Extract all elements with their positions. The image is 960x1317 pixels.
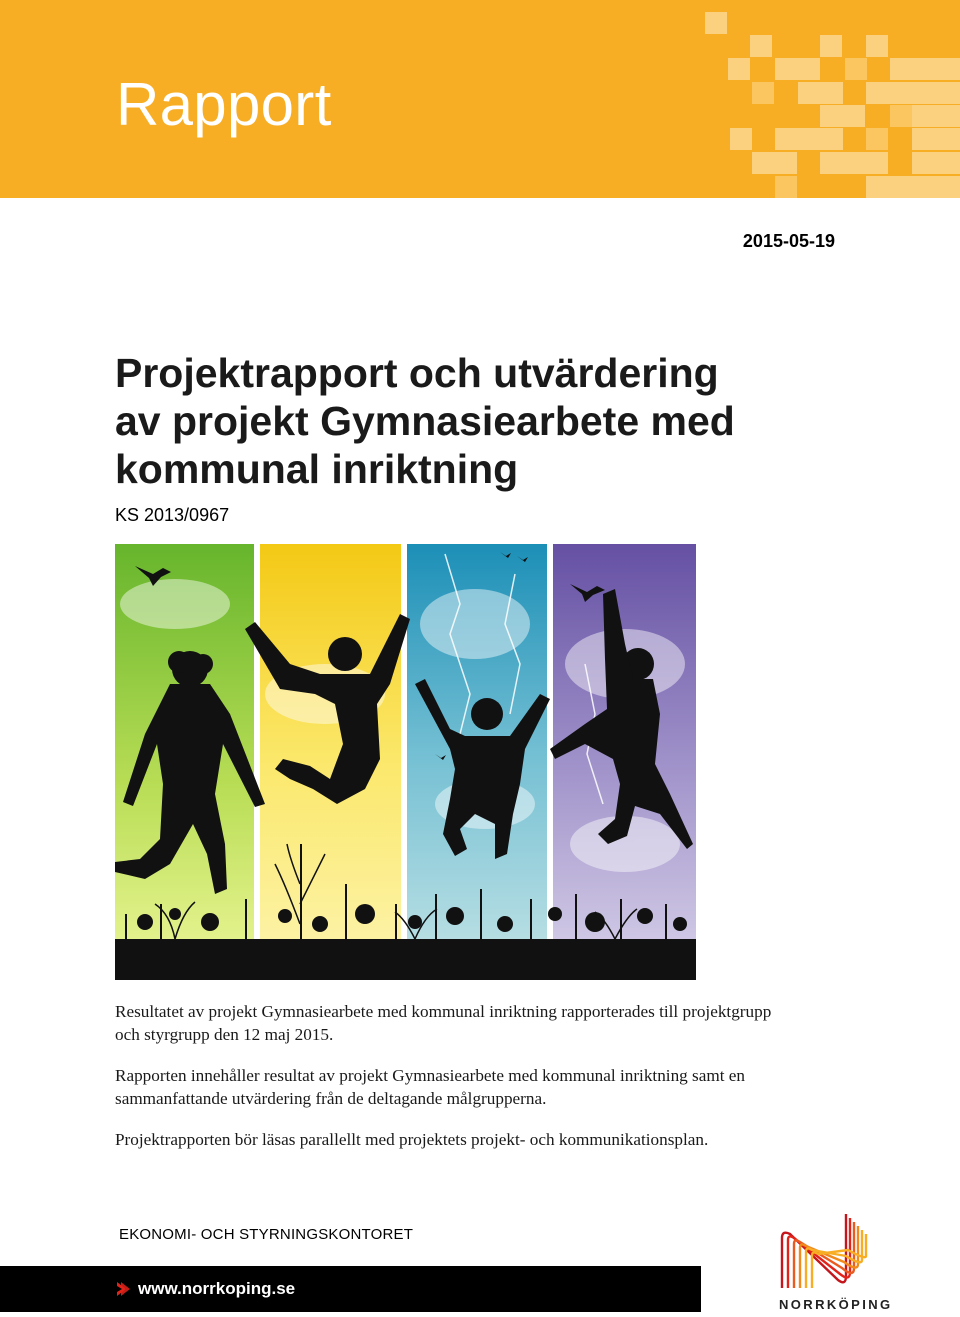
paragraph-reading-note: Projektrapporten bör läsas parallellt med projektets projekt- och kommunikationsplan. (115, 1130, 709, 1149)
logo-wordmark: NORRKÖPING (779, 1297, 893, 1312)
case-number: KS 2013/0967 (115, 505, 230, 525)
paragraph-contents: Rapporten innehåller resultat av projekt Gymnasiearbete med kommunal inriktning samt en sammanfattande utvärdering från de deltagande målgrupperna. (115, 1066, 746, 1108)
report-date: 2015-05-19 (742, 231, 835, 251)
footer-url-link[interactable]: www.norrkoping.se (138, 1279, 296, 1298)
document-title: Projektrapport och utvärdering av projekt Gymnasiearbete med kommunal inriktning (115, 350, 735, 492)
footer-bar (0, 1266, 701, 1312)
norrkoping-logo-icon (778, 1208, 886, 1292)
header-band (0, 0, 960, 198)
arrow-right-icon (114, 1280, 132, 1298)
department-name: EKONOMI- OCH STYRNINGSKONTORET (119, 1226, 414, 1243)
header-title: Rapport (116, 71, 332, 138)
cover-image (115, 544, 696, 980)
paragraph-results: Resultatet av projekt Gymnasiearbete med kommunal inriktning rapporterades till projektgrupp och styrgrupp den 12 maj 2015. (115, 1002, 772, 1044)
